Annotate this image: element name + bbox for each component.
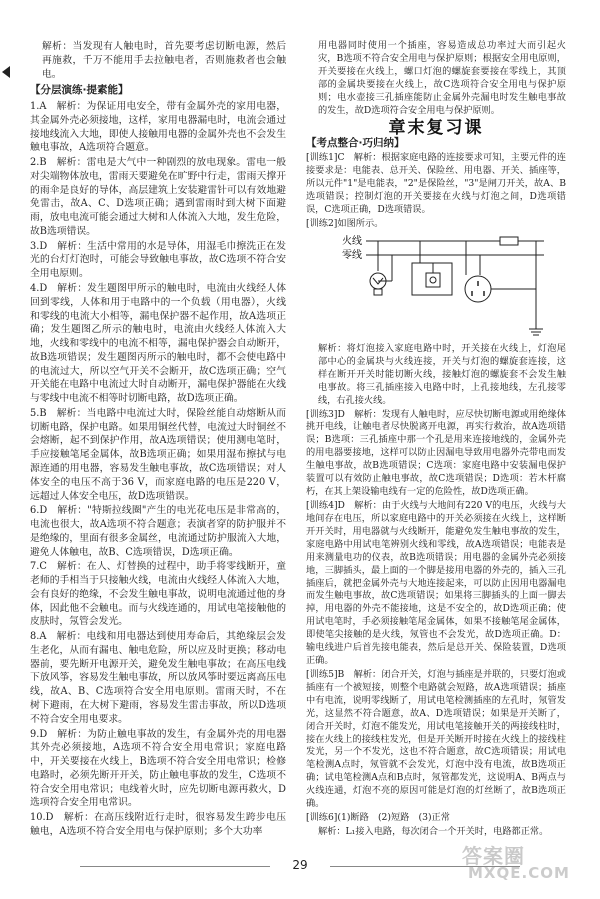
right-section-title: 【考点整合·巧归纳】 xyxy=(306,137,405,150)
answer-item-6: 6.D 解析："特斯拉线圈"产生的电光花电压是非常高的，电流也很大，故A选项不符合题意；表演者穿的防护服并不是绝缘的，里面有很多金属丝，电流通过防护服流入大地，避免人体触电，故B、C选项错误，D选项正确。 xyxy=(30,505,286,558)
answer-item-1: 1.A 解析：为保证用电安全，带有金属外壳的家用电器，其金属外壳必须接地，这样，家用电器漏电时，电流会通过接地线流入大地，即使人接触用电器的金属外壳也不会发生触电事故，A选项符合题意。 xyxy=(30,101,286,154)
socket-icon xyxy=(465,241,536,302)
training-1: [训练1]C 解析：根据家庭电路的连接要求可知，主要元件的连接要求是：电能表、总开关、保险丝、用电器、开关、插座等，所以元件"1"是电能表，"2"是保险丝，"3"是闸刀开关，故A、B选项错误；控制灯泡的开关要接在火线与灯泡之间，D选项错误，C选项正确，D选项错误。 xyxy=(306,152,566,216)
left-section-title: 【分层演练·提素能】 xyxy=(30,84,129,97)
lamp-icon xyxy=(370,241,392,295)
training-5: [训练5]B 解析：闭合开关，灯泡与插座是并联的，只要灯泡或插座有一个被短接，则整个电路就会短路，故A选项错误；插座中有电流，说明零线断了，用试电笔检测插座的左孔时，氖管发光，这显然不符合题意，故A、D选项错误；如果是开关断了，闭合开关时，灯泡不能发光，用试电笔接触开关的两接线柱时，接在火线上的接线柱发光，但是开关断开时接在火线上的接线柱发光，另一个不发光，这也不符合题意，故C选项错误；用试电笔检测A点时，氖管就不会发光，灯泡中没有电流，故B选项正确；试电笔检测A点和B点时，氖管都发光，这说明A、B两点与火线连通，灯泡不亮的原因可能是灯泡的灯丝断了，故B选项正确。 xyxy=(306,668,566,810)
training-4: [训练4]D 解析：由于火线与大地间有220 V的电压，火线与大地间存在电压，所以家庭电路中的开关必须接在火线上，这样断开开关时，用电器就与火线断开，能避免发生触电事故的发生，家庭电路中用试电笔辨别火线和零线，故A选项错误；电能表是用来测量电功的仪表，故B选项错误；用电器的金属外壳必须接地，三脚插头，最上面的一个脚是接用电器的外壳的，插入三孔插座后，就把金属外壳与大地连接起来，可以防止因用电器漏电而发生触电事故，故C选项错误；如果将三脚插头的上面一脚去掉，用电器的外壳不能接地，这是不安全的，故D选项正确；使用试电笔时，手必须接触笔尾金属体，如果不接触笔尾金属体，即使笔尖接触的是火线，氖管也不会发光，故D选项正确。D：输电线进户后首先接电能表，然后是总开关、保险装置，D选项正确。 xyxy=(306,499,566,667)
page-number: 29 xyxy=(292,858,308,872)
answer-item-10: 10.D 解析：在高压线附近行走时，很容易发生跨步电压触电，A选项不符合安全用电与保护原则；多个大功率 xyxy=(30,812,286,837)
answer-item-5: 5.B 解析：当电路中电流过大时，保险丝能自动熔断从而切断电路，保护电路。如果用铜丝代替，电流过大时铜丝不会熔断，起不到保护作用，故A选项错误；使用测电笔时，手应接触笔尾金属体，故B选项正确；如果用湿布擦拭与电源连通的用电器，容易发生触电事故，故C选项错误；对人体安全的电压不高于36 V，而家庭电路的电压是220 V，远超过人体安全电压，故D选项错误。 xyxy=(30,407,286,502)
left-column xyxy=(30,40,286,840)
watermark-domain: MXQE.COM xyxy=(468,864,570,882)
margin-arrow-icon xyxy=(2,66,10,78)
training-2: [训练2]如图所示。 xyxy=(306,217,384,229)
ground-icon xyxy=(529,329,543,335)
answer-item-3: 3.D 解析：生活中常用的水是导体，用湿毛巾擦洗正在发光的台灯灯泡时，可能会导致触电事故，故C选项不符合安全用电原则。 xyxy=(30,240,286,280)
live-wire-label: 火线 xyxy=(342,235,362,247)
right-top-paragraph: 用电器同时使用一个插座，容易造成总功率过大而引起火灾，B选项不符合安全用电与保护原则；根据安全用电原则，开关要接在火线上，螺口灯泡的螺旋套要接在零线上，其顶部的金属块要接在火线上，故C选项符合安全用电与保护原则；电水壶接三孔插座能防止金属外壳漏电时发生触电事故的发生，故D选项符合安全用电与保护原则。 xyxy=(318,40,566,116)
answer-item-9: 9.D 解析：为防止触电事故的发生，有金属外壳的用电器其外壳必须接地，A选项不符合安全用电常识；家庭电路中，开关要接在火线上，B选项不符合安全用电常识；检修电路时，必须先断开开关，防止触电事故的发生，C选项不符合安全用电常识；电线着火时，应先切断电源再救火，D选项符合安全用电常识。 xyxy=(30,728,286,809)
switch-icon xyxy=(412,241,452,295)
training-6-analysis: 解析：L₁接入电路，每次闭合一个开关时，电路都正常。 xyxy=(318,826,549,838)
training-6-answer: [训练6](1)断路 (2)短路 (3)正常 xyxy=(306,812,450,824)
circuit-diagram xyxy=(340,233,550,339)
training-3: [训练3]D 解析：发现有人触电时，应尽快切断电源或用绝缘体挑开电线，让触电者尽快脱离开电源，再实行救治，故A选项错误；B选项：三孔插座中那一个孔是用来连接地线的，金属外壳的用电器要接地，这样可以防止因漏电导致用电器外壳带电而发生触电事故，故B选项错误；C选项：家庭电路中安装漏电保护装置可以有效防止触电事故，故C选项错误；D选项：若木杆腐朽，在其上架设输电线有一定的危险性，故D选项正确。 xyxy=(306,408,566,498)
answer-item-2: 2.B 解析：雷电是大气中一种剧烈的放电现象。雷电一般对尖端物体放电，雷雨天要避免在旷野中行走，雷雨天撑开的雨伞是良好的导体，高层建筑上安装避雷针可以有效地避免雷击，故A、C、D选项正确；遇到雷雨时到大树下面避雨，放电电流可能会通过大树和人体流入大地，发生危险，故B选项错误。 xyxy=(30,157,286,237)
answer-item-8: 8.A 解析：电线和用电器达到使用寿命后，其绝缘层会发生老化，从而有漏电、触电危险，所以应及时更换；移动电器前，要先断开电源开关，避免发生触电事故；在高压电线下放风筝，容易发生触电事故，所以放风筝时要远离高压电线，故A、B、C选项符合安全用电原则。雷雨天时，不在树下避雨，在大树下避雨，容易发生雷击事故，所以D选项不符合安全用电要求。 xyxy=(30,631,286,725)
training-2-analysis: 解析：将灯泡接入家庭电路中时，开关接在火线上，灯泡尾部中心的金属块与火线连接，开关与灯泡的螺旋套连接，这样在断开开关时能切断火线，接触灯泡的螺旋套不会发生触电事故。将三孔插座接入电路中时，上孔接地线，左孔接零线，右孔接火线。 xyxy=(318,342,566,406)
watermark: 答案圈 xyxy=(462,844,525,868)
right-column xyxy=(306,40,566,840)
answer-item-7: 7.C 解析：在人、灯替换的过程中，助手将零线断开，童老师的手相当于只接触火线，电流由火线经人体流入大地，会有良好的绝缘，不会发生触电事故，说明电流通过他的身体，因此他不会触电。而与火线连通的，用试电笔接触他的皮肤时，氖管会发光。 xyxy=(30,561,286,628)
chapter-title: 章末复习课 xyxy=(388,117,484,138)
left-intro: 解析：当发现有人触电时，首先要考虑切断电源，然后再施救，千万不能用手去拉触电者，否则施救者也会触电。 xyxy=(42,41,286,80)
neutral-wire-label: 零线 xyxy=(342,249,362,261)
fuse-icon xyxy=(500,237,518,245)
answer-item-4: 4.D 解析：发生题图甲所示的触电时，电流由火线经人体回到零线，人体和用于电路中的一个负载（用电器），火线和零线的电流大小相等，漏电保护器不起作用，故A选项正确；发生题图乙所示的触电时，电流由火线经人体流入大地，火线和零线中的电流不相等，漏电保护器会自动断开，故B选项错误；发生题图丙所示的触电时，都不会使电路中的电流过大，所以空气开关不会断开，故C选项正确；空气开关能在电路中电流过大时自动断开，漏电保护器能在火线与零线中电流不相等时切断电路，故D选项正确。 xyxy=(30,283,286,405)
